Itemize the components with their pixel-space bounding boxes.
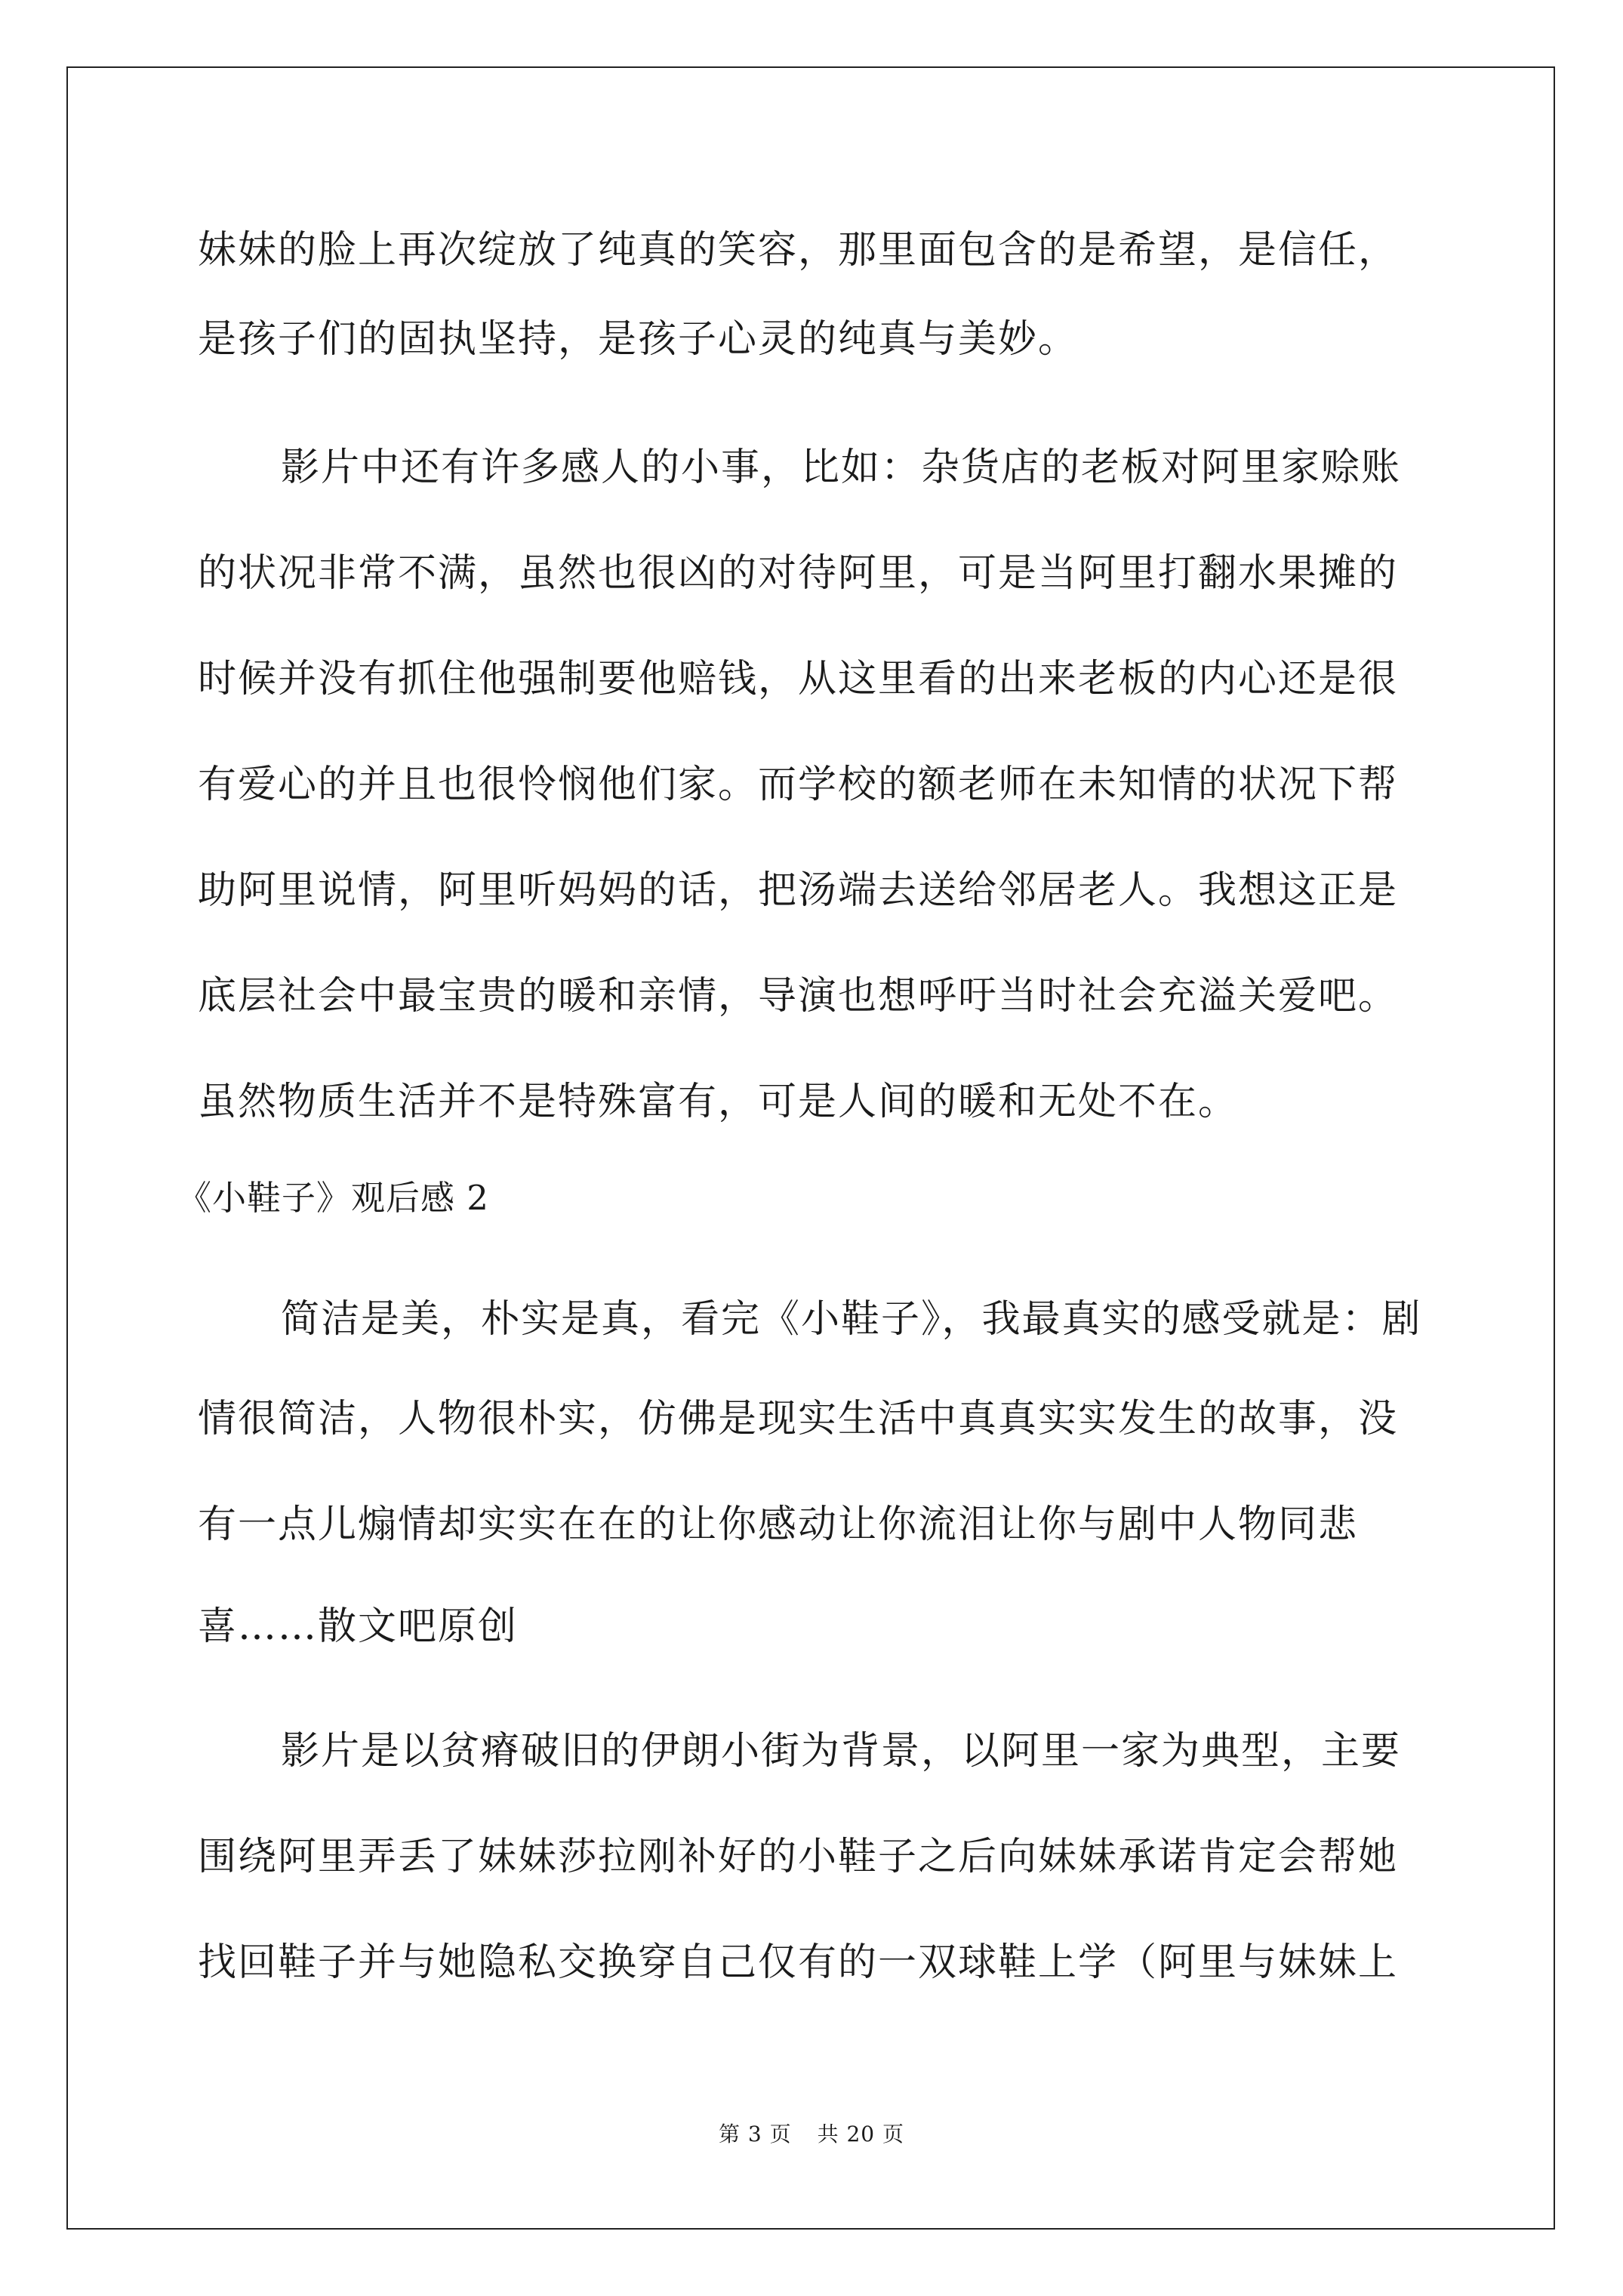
text-line: 助阿里说情，阿里听妈妈的话，把汤端去送给邻居老人。我想这正是 — [198, 868, 1399, 913]
page-number: 第 3 页 — [718, 2122, 792, 2147]
text-line: 时候并没有抓住他强制要他赔钱，从这里看的出来老板的内心还是很 — [198, 657, 1399, 701]
text-line: 围绕阿里弄丢了妹妹莎拉刚补好的小鞋子之后向妹妹承诺肯定会帮她 — [198, 1835, 1399, 1879]
text-line: 有一点儿煽情却实实在在的让你感动让你流泪让你与剧中人物同悲 — [198, 1502, 1359, 1547]
text-line: 虽然物质生活并不是特殊富有，可是人间的暖和无处不在。 — [198, 1080, 1239, 1124]
text-line: 情很简洁，人物很朴实，仿佛是现实生活中真真实实发生的故事，没 — [198, 1397, 1399, 1441]
text-line: 有爱心的并且也很怜悯他们家。而学校的额老师在未知情的状况下帮 — [198, 763, 1399, 807]
section-heading: 《小鞋子》观后感 2 — [177, 1178, 489, 1218]
text-line: 影片中还有许多感人的小事，比如：杂货店的老板对阿里家赊账 — [281, 445, 1402, 490]
text-line: 是孩子们的固执坚持，是孩子心灵的纯真与美妙。 — [198, 317, 1079, 362]
page-total: 共 20 页 — [817, 2122, 905, 2147]
text-line: 喜……散文吧原创 — [198, 1604, 519, 1649]
page-border — [66, 66, 1555, 2230]
text-line: 底层社会中最宝贵的暖和亲情，导演也想呼吁当时社会充溢关爱吧。 — [198, 974, 1399, 1019]
text-line: 的状况非常不满，虽然也很凶的对待阿里，可是当阿里打翻水果摊的 — [198, 551, 1399, 596]
text-line: 简洁是美，朴实是真，看完《小鞋子》，我最真实的感受就是：剧 — [281, 1297, 1422, 1342]
text-line: 妹妹的脸上再次绽放了纯真的笑容，那里面包含的是希望，是信任， — [198, 228, 1399, 273]
text-line: 影片是以贫瘠破旧的伊朗小街为背景，以阿里一家为典型，主要 — [281, 1729, 1402, 1774]
text-line: 找回鞋子并与她隐私交换穿自己仅有的一双球鞋上学（阿里与妹妹上 — [198, 1940, 1399, 1985]
page-footer — [0, 2122, 1623, 2147]
